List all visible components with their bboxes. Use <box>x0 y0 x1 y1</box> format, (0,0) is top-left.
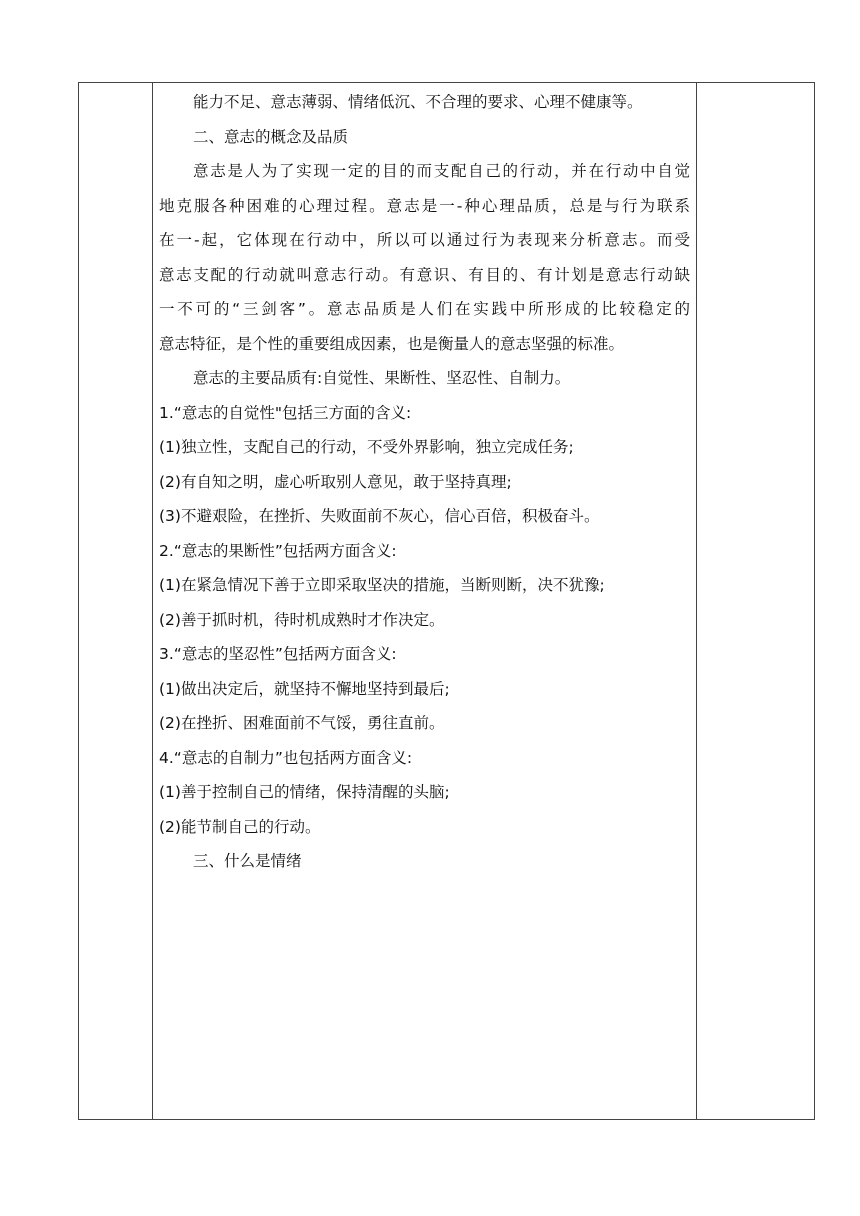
text-line: 一不可的“三剑客”。意志品质是人们在实践中所形成的比较稳定的 <box>159 300 690 318</box>
text-line: 意志特征，是个性的重要组成因素，也是衡量人的意志坚强的标准。 <box>159 334 625 353</box>
list-item: (1)独立性，支配自己的行动，不受外界影响，独立完成任务; <box>159 438 574 456</box>
list-heading: 2.“意志的果断性”包括两方面含义: <box>159 541 397 560</box>
list-item: (1)在紧急情况下善于立即采取坚决的措施，当断则断，决不犹豫; <box>159 576 605 594</box>
list-item: (2)能节制自己的行动。 <box>159 817 321 836</box>
text-line: 意志支配的行动就叫意志行动。有意识、有目的、有计划是意志行动缺 <box>159 265 690 284</box>
list-item: (3)不避艰险，在挫折、失败面前不灰心，信心百倍，积极奋斗。 <box>159 507 600 525</box>
text-line: 地克服各种困难的心理过程。意志是一-种心理品质，总是与行为联系 <box>159 196 690 215</box>
document-table <box>78 82 815 1120</box>
table-row <box>79 83 815 1120</box>
text-line: 能力不足、意志薄弱、情绪低沉、不合理的要求、心理不健康等。 <box>193 93 643 111</box>
content-cell <box>153 83 697 1120</box>
list-heading: 3.“意志的坚忍性”包括两方面含义: <box>159 645 397 663</box>
list-item: (2)在挫折、困难面前不气馁，勇往直前。 <box>159 714 445 732</box>
list-item: (2)有自知之明，虚心听取别人意见，敢于坚持真理; <box>159 472 512 491</box>
list-item: (1)做出决定后，就坚持不懈地坚持到最后; <box>159 679 450 698</box>
list-item: (1)善于控制自己的情绪，保持清醒的头脑; <box>159 783 450 801</box>
section-heading: 三、什么是情绪 <box>193 852 302 870</box>
left-empty-cell <box>79 83 153 1120</box>
right-empty-cell <box>697 83 815 1120</box>
list-item: (2)善于抓时机，待时机成熟时才作决定。 <box>159 610 445 629</box>
list-heading: 1.“意志的自觉性"包括三方面的含义: <box>159 403 412 422</box>
list-heading: 4.“意志的自制力”也包括两方面含义: <box>159 748 413 767</box>
text-line: 在一-起，它体现在行动中，所以可以通过行为表现来分析意志。而受 <box>159 231 690 249</box>
section-heading: 二、意志的概念及品质 <box>193 127 349 146</box>
text-line: 意志的主要品质有:自觉性、果断性、坚忍性、自制力。 <box>193 369 571 387</box>
text-line: 意志是人为了实现一定的目的而支配自己的行动，并在行动中自觉 <box>193 162 690 180</box>
content-text <box>153 83 696 879</box>
